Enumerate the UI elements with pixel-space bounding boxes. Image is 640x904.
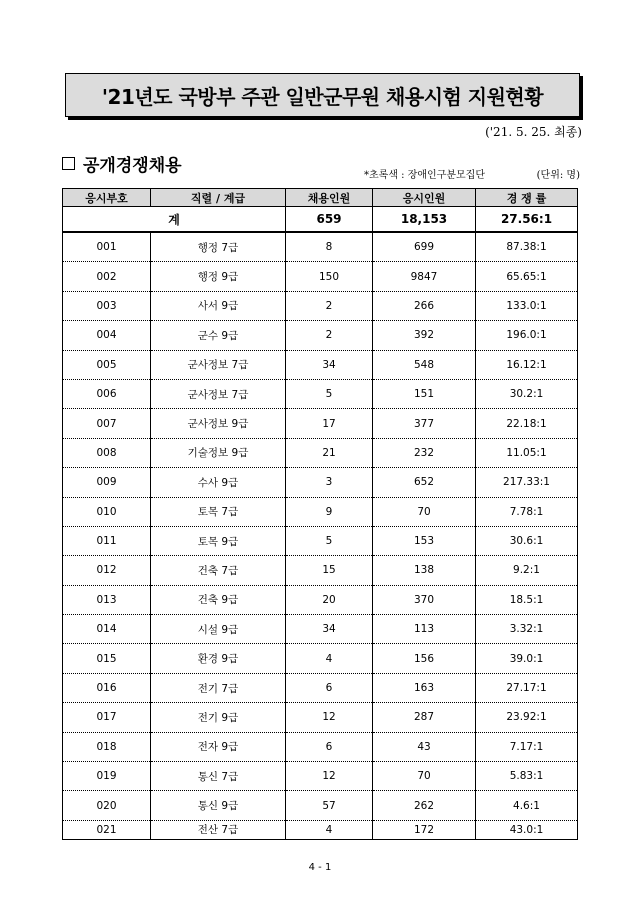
cell-code: 006 xyxy=(63,379,151,408)
cell-code: 008 xyxy=(63,438,151,467)
cell-applicants: 370 xyxy=(373,585,476,614)
cell-position: 시설 9급 xyxy=(151,615,286,644)
cell-applicants: 163 xyxy=(373,673,476,702)
section-heading xyxy=(62,151,182,176)
cell-ratio: 30.6:1 xyxy=(476,526,578,555)
cell-code: 010 xyxy=(63,497,151,526)
cell-position: 환경 9급 xyxy=(151,644,286,673)
cell-ratio: 22.18:1 xyxy=(476,409,578,438)
cell-position: 토목 7급 xyxy=(151,497,286,526)
cell-applicants: 287 xyxy=(373,703,476,732)
cell-ratio: 39.0:1 xyxy=(476,644,578,673)
table-row xyxy=(63,262,578,291)
table-row xyxy=(63,468,578,497)
cell-applicants: 266 xyxy=(373,291,476,320)
table-row xyxy=(63,409,578,438)
cell-ratio: 23.92:1 xyxy=(476,703,578,732)
table-row xyxy=(63,497,578,526)
table-row xyxy=(63,820,578,839)
cell-position: 전기 7급 xyxy=(151,673,286,702)
cell-applicants: 156 xyxy=(373,644,476,673)
cell-applicants: 548 xyxy=(373,350,476,379)
cell-hire: 3 xyxy=(286,468,373,497)
cell-hire: 4 xyxy=(286,644,373,673)
cell-ratio: 5.83:1 xyxy=(476,762,578,791)
cell-hire: 15 xyxy=(286,556,373,585)
cell-applicants: 113 xyxy=(373,615,476,644)
cell-ratio: 196.0:1 xyxy=(476,321,578,350)
cell-position: 통신 9급 xyxy=(151,791,286,820)
table-row xyxy=(63,615,578,644)
cell-ratio: 217.33:1 xyxy=(476,468,578,497)
cell-ratio: 87.38:1 xyxy=(476,232,578,262)
total-label: 계 xyxy=(63,207,286,233)
cell-hire: 17 xyxy=(286,409,373,438)
table-header-row xyxy=(63,189,578,207)
cell-position: 사서 9급 xyxy=(151,291,286,320)
cell-position: 건축 9급 xyxy=(151,585,286,614)
cell-position: 토목 9급 xyxy=(151,526,286,555)
cell-position: 군사정보 7급 xyxy=(151,379,286,408)
cell-ratio: 7.78:1 xyxy=(476,497,578,526)
header-position: 직렬 / 계급 xyxy=(151,189,286,207)
cell-hire: 2 xyxy=(286,291,373,320)
cell-ratio: 4.6:1 xyxy=(476,791,578,820)
header-hire: 채용인원 xyxy=(286,189,373,207)
cell-hire: 5 xyxy=(286,526,373,555)
table-row xyxy=(63,438,578,467)
cell-code: 016 xyxy=(63,673,151,702)
cell-applicants: 392 xyxy=(373,321,476,350)
table-row xyxy=(63,321,578,350)
cell-code: 007 xyxy=(63,409,151,438)
cell-code: 017 xyxy=(63,703,151,732)
cell-position: 전기 9급 xyxy=(151,703,286,732)
cell-ratio: 18.5:1 xyxy=(476,585,578,614)
cell-hire: 9 xyxy=(286,497,373,526)
cell-applicants: 153 xyxy=(373,526,476,555)
cell-code: 005 xyxy=(63,350,151,379)
cell-code: 021 xyxy=(63,820,151,839)
cell-position: 군사정보 9급 xyxy=(151,409,286,438)
cell-position: 기술정보 9급 xyxy=(151,438,286,467)
cell-hire: 8 xyxy=(286,232,373,262)
total-applicants: 18,153 xyxy=(373,207,476,233)
table-row xyxy=(63,673,578,702)
unit-label: (단위: 명) xyxy=(536,170,580,181)
cell-hire: 12 xyxy=(286,762,373,791)
cell-code: 014 xyxy=(63,615,151,644)
table-row xyxy=(63,291,578,320)
cell-ratio: 27.17:1 xyxy=(476,673,578,702)
square-bullet-icon xyxy=(62,157,75,170)
cell-applicants: 652 xyxy=(373,468,476,497)
page-number: 4 - 1 xyxy=(308,862,332,873)
cell-position: 수사 9급 xyxy=(151,468,286,497)
cell-position: 건축 7급 xyxy=(151,556,286,585)
cell-hire: 6 xyxy=(286,732,373,761)
cell-position: 통신 7급 xyxy=(151,762,286,791)
header-applicants: 응시인원 xyxy=(373,189,476,207)
cell-hire: 20 xyxy=(286,585,373,614)
cell-hire: 34 xyxy=(286,615,373,644)
cell-ratio: 7.17:1 xyxy=(476,732,578,761)
header-ratio: 경 쟁 률 xyxy=(476,189,578,207)
cell-ratio: 65.65:1 xyxy=(476,262,578,291)
table-row xyxy=(63,791,578,820)
table-row xyxy=(63,762,578,791)
table-row xyxy=(63,585,578,614)
cell-position: 군수 9급 xyxy=(151,321,286,350)
table-row xyxy=(63,556,578,585)
cell-hire: 6 xyxy=(286,673,373,702)
applicant-table xyxy=(62,188,578,840)
cell-code: 020 xyxy=(63,791,151,820)
cell-code: 012 xyxy=(63,556,151,585)
cell-code: 002 xyxy=(63,262,151,291)
cell-ratio: 43.0:1 xyxy=(476,820,578,839)
table-row xyxy=(63,703,578,732)
cell-applicants: 151 xyxy=(373,379,476,408)
total-row xyxy=(63,207,578,233)
table-row xyxy=(63,526,578,555)
cell-position: 군사정보 7급 xyxy=(151,350,286,379)
table-row xyxy=(63,232,578,262)
total-hire: 659 xyxy=(286,207,373,233)
cell-hire: 12 xyxy=(286,703,373,732)
cell-applicants: 70 xyxy=(373,497,476,526)
total-ratio: 27.56:1 xyxy=(476,207,578,233)
cell-code: 003 xyxy=(63,291,151,320)
table-row xyxy=(63,379,578,408)
cell-code: 013 xyxy=(63,585,151,614)
cell-applicants: 232 xyxy=(373,438,476,467)
cell-applicants: 70 xyxy=(373,762,476,791)
cell-applicants: 138 xyxy=(373,556,476,585)
cell-applicants: 43 xyxy=(373,732,476,761)
cell-hire: 150 xyxy=(286,262,373,291)
page-title: '21년도 국방부 주관 일반군무원 채용시험 지원현황 xyxy=(65,73,580,117)
cell-ratio: 30.2:1 xyxy=(476,379,578,408)
table-row xyxy=(63,644,578,673)
cell-position: 전산 7급 xyxy=(151,820,286,839)
cell-position: 행정 9급 xyxy=(151,262,286,291)
section-title: 공개경쟁채용 xyxy=(83,156,182,176)
cell-applicants: 172 xyxy=(373,820,476,839)
cell-code: 018 xyxy=(63,732,151,761)
cell-hire: 4 xyxy=(286,820,373,839)
cell-code: 011 xyxy=(63,526,151,555)
cell-position: 행정 7급 xyxy=(151,232,286,262)
cell-ratio: 9.2:1 xyxy=(476,556,578,585)
cell-position: 전자 9급 xyxy=(151,732,286,761)
cell-code: 001 xyxy=(63,232,151,262)
table-row xyxy=(63,732,578,761)
cell-applicants: 377 xyxy=(373,409,476,438)
cell-code: 019 xyxy=(63,762,151,791)
cell-hire: 2 xyxy=(286,321,373,350)
date-stamp: ('21. 5. 25. 최종) xyxy=(485,125,582,139)
cell-hire: 5 xyxy=(286,379,373,408)
cell-applicants: 262 xyxy=(373,791,476,820)
cell-hire: 34 xyxy=(286,350,373,379)
cell-hire: 21 xyxy=(286,438,373,467)
cell-ratio: 3.32:1 xyxy=(476,615,578,644)
color-note: *초록색 : 장애인구분모집단 xyxy=(364,170,485,181)
cell-ratio: 16.12:1 xyxy=(476,350,578,379)
cell-applicants: 9847 xyxy=(373,262,476,291)
cell-code: 015 xyxy=(63,644,151,673)
cell-hire: 57 xyxy=(286,791,373,820)
cell-code: 004 xyxy=(63,321,151,350)
cell-code: 009 xyxy=(63,468,151,497)
cell-ratio: 11.05:1 xyxy=(476,438,578,467)
cell-ratio: 133.0:1 xyxy=(476,291,578,320)
header-code: 응시부호 xyxy=(63,189,151,207)
table-row xyxy=(63,350,578,379)
cell-applicants: 699 xyxy=(373,232,476,262)
